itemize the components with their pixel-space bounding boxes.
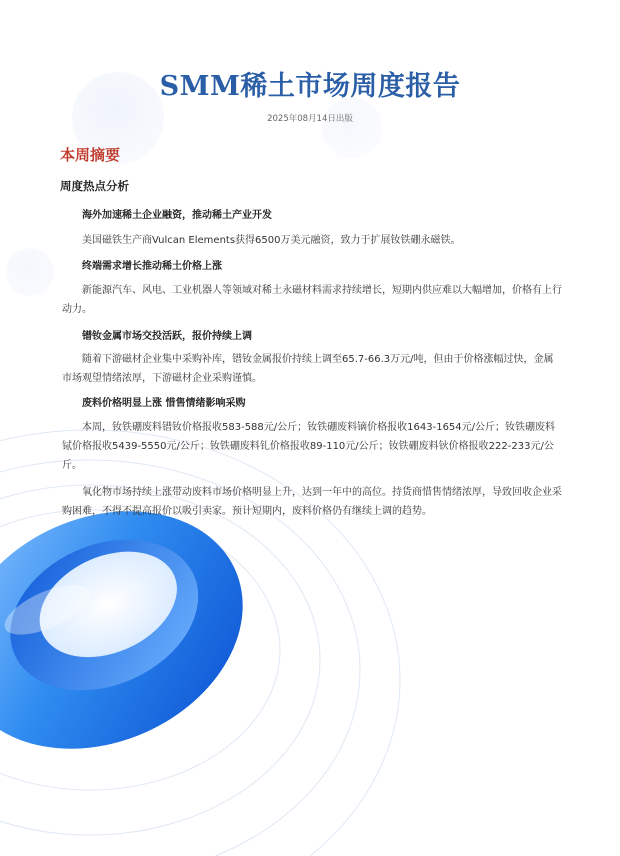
item-heading-scrap-price: 废料价格明显上涨 惜售情绪影响采购 [82, 398, 246, 409]
item-heading-financing: 海外加速稀土企业融资，推动稀土产业开发 [82, 210, 272, 221]
item-paragraph-metal-market: 随着下游磁材企业集中采购补库，镨钕金属报价持续上调至65.7-66.3万元/吨，但由于价格涨幅过快，金属市场观望情绪浓厚，下游磁材企业采购谨慎。 [62, 354, 554, 384]
subsection-title-hot-topics: 周度热点分析 [60, 179, 129, 193]
item-paragraph-scrap-outlook: 氧化物市场持续上涨带动废料市场价格明显上升，达到一年中的高位。持货商惜售情绪浓厚，导致回收企业采购困难，不得不提高报价以吸引卖家。预计短期内，废料价格仍有继续上调的趋势。 [62, 487, 562, 517]
item-paragraph-demand: 新能源汽车、风电、工业机器人等领域对稀土永磁材料需求持续增长，短期内供应难以大幅增加，价格有上行动力。 [62, 285, 562, 315]
report-title: SMM稀土市场周度报告 [159, 71, 461, 102]
item-heading-metal-market: 镨钕金属市场交投活跃，报价持续上调 [82, 331, 252, 342]
item-heading-demand: 终端需求增长推动稀土价格上涨 [82, 261, 222, 272]
section-title-summary: 本周摘要 [60, 146, 121, 164]
item-paragraph-scrap-price: 本周，钕铁硼废料镨钕价格报收583-588元/公斤；钕铁硼废料镝价格报收1643-1654元/公斤；钕铁硼废料铽价格报收5439-5550元/公斤；钕铁硼废料钆价格报收89-110元/公斤；钕铁硼废料钬价格报收222-233元/公斤。 [62, 422, 556, 471]
item-paragraph-financing: 美国磁铁生产商Vulcan Elements获得6500万美元融资，致力于扩展钕铁硼永磁铁。 [82, 235, 461, 246]
publish-date: 2025年08月14日出版 [267, 114, 353, 124]
